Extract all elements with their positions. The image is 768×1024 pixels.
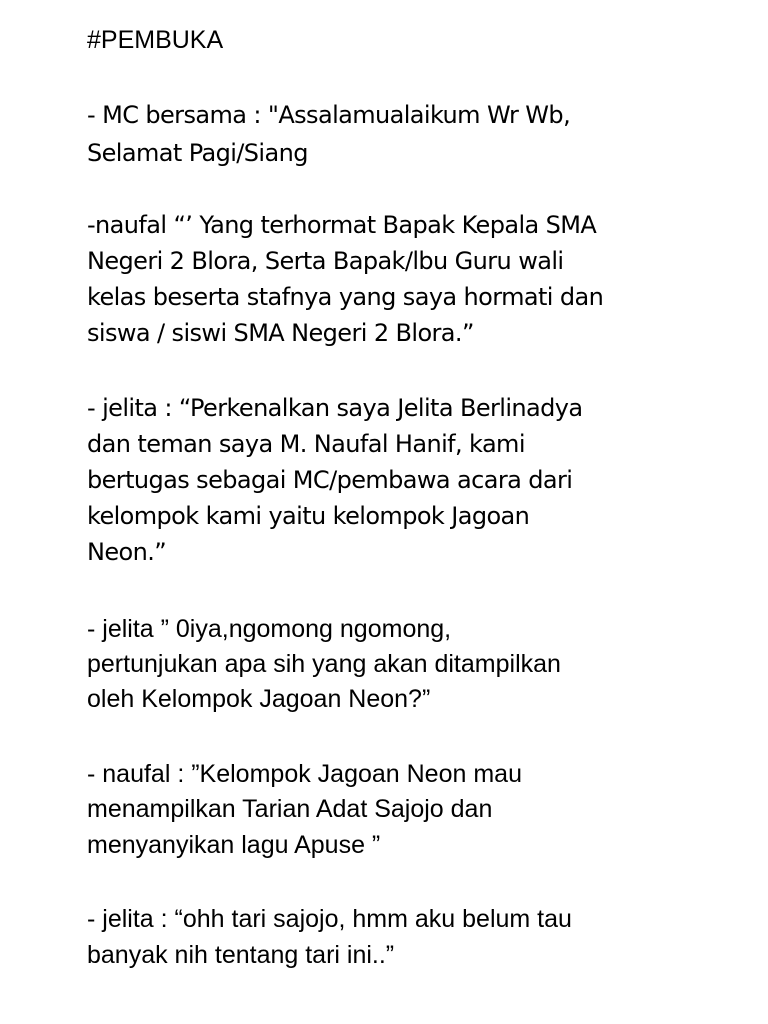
text-line: - jelita ” 0iya,ngomong ngomong, [87,615,452,643]
text-line: - jelita : “Perkenalkan saya Jelita Berlinadya [87,394,583,422]
text-line: siswa / siswi SMA Negeri 2 Blora.” [87,319,474,347]
text-line: oleh Kelompok Jagoan Neon?” [87,685,431,713]
text-line: menyanyikan lagu Apuse ” [87,831,381,859]
text-line: - jelita : “ohh tari sajojo, hmm aku belum tau [87,905,572,933]
section-heading: #PEMBUKA [87,26,224,54]
text-line: banyak nih tentang tari ini..” [87,941,395,969]
text-line: Selamat Pagi/Siang [87,139,308,167]
text-line: Neon.” [87,538,167,566]
text-line: pertunjukan apa sih yang akan ditampilkan [87,650,561,678]
text-line: Negeri 2 Blora, Serta Bapak/lbu Guru wali [87,247,564,275]
text-line: dan teman saya M. Naufal Hanif, kami [87,430,525,458]
text-line: bertugas sebagai MC/pembawa acara dari [87,466,573,494]
text-line: - naufal : ”Kelompok Jagoan Neon mau [87,760,522,788]
text-line: menampilkan Tarian Adat Sajojo dan [87,795,493,823]
text-line: -naufal “’ Yang terhormat Bapak Kepala SMA [87,211,597,239]
text-line: kelas beserta stafnya yang saya hormati dan [87,283,604,311]
text-line: kelompok kami yaitu kelompok Jagoan [87,502,530,530]
text-line: - MC bersama : "Assalamualaikum Wr Wb, [87,101,571,129]
